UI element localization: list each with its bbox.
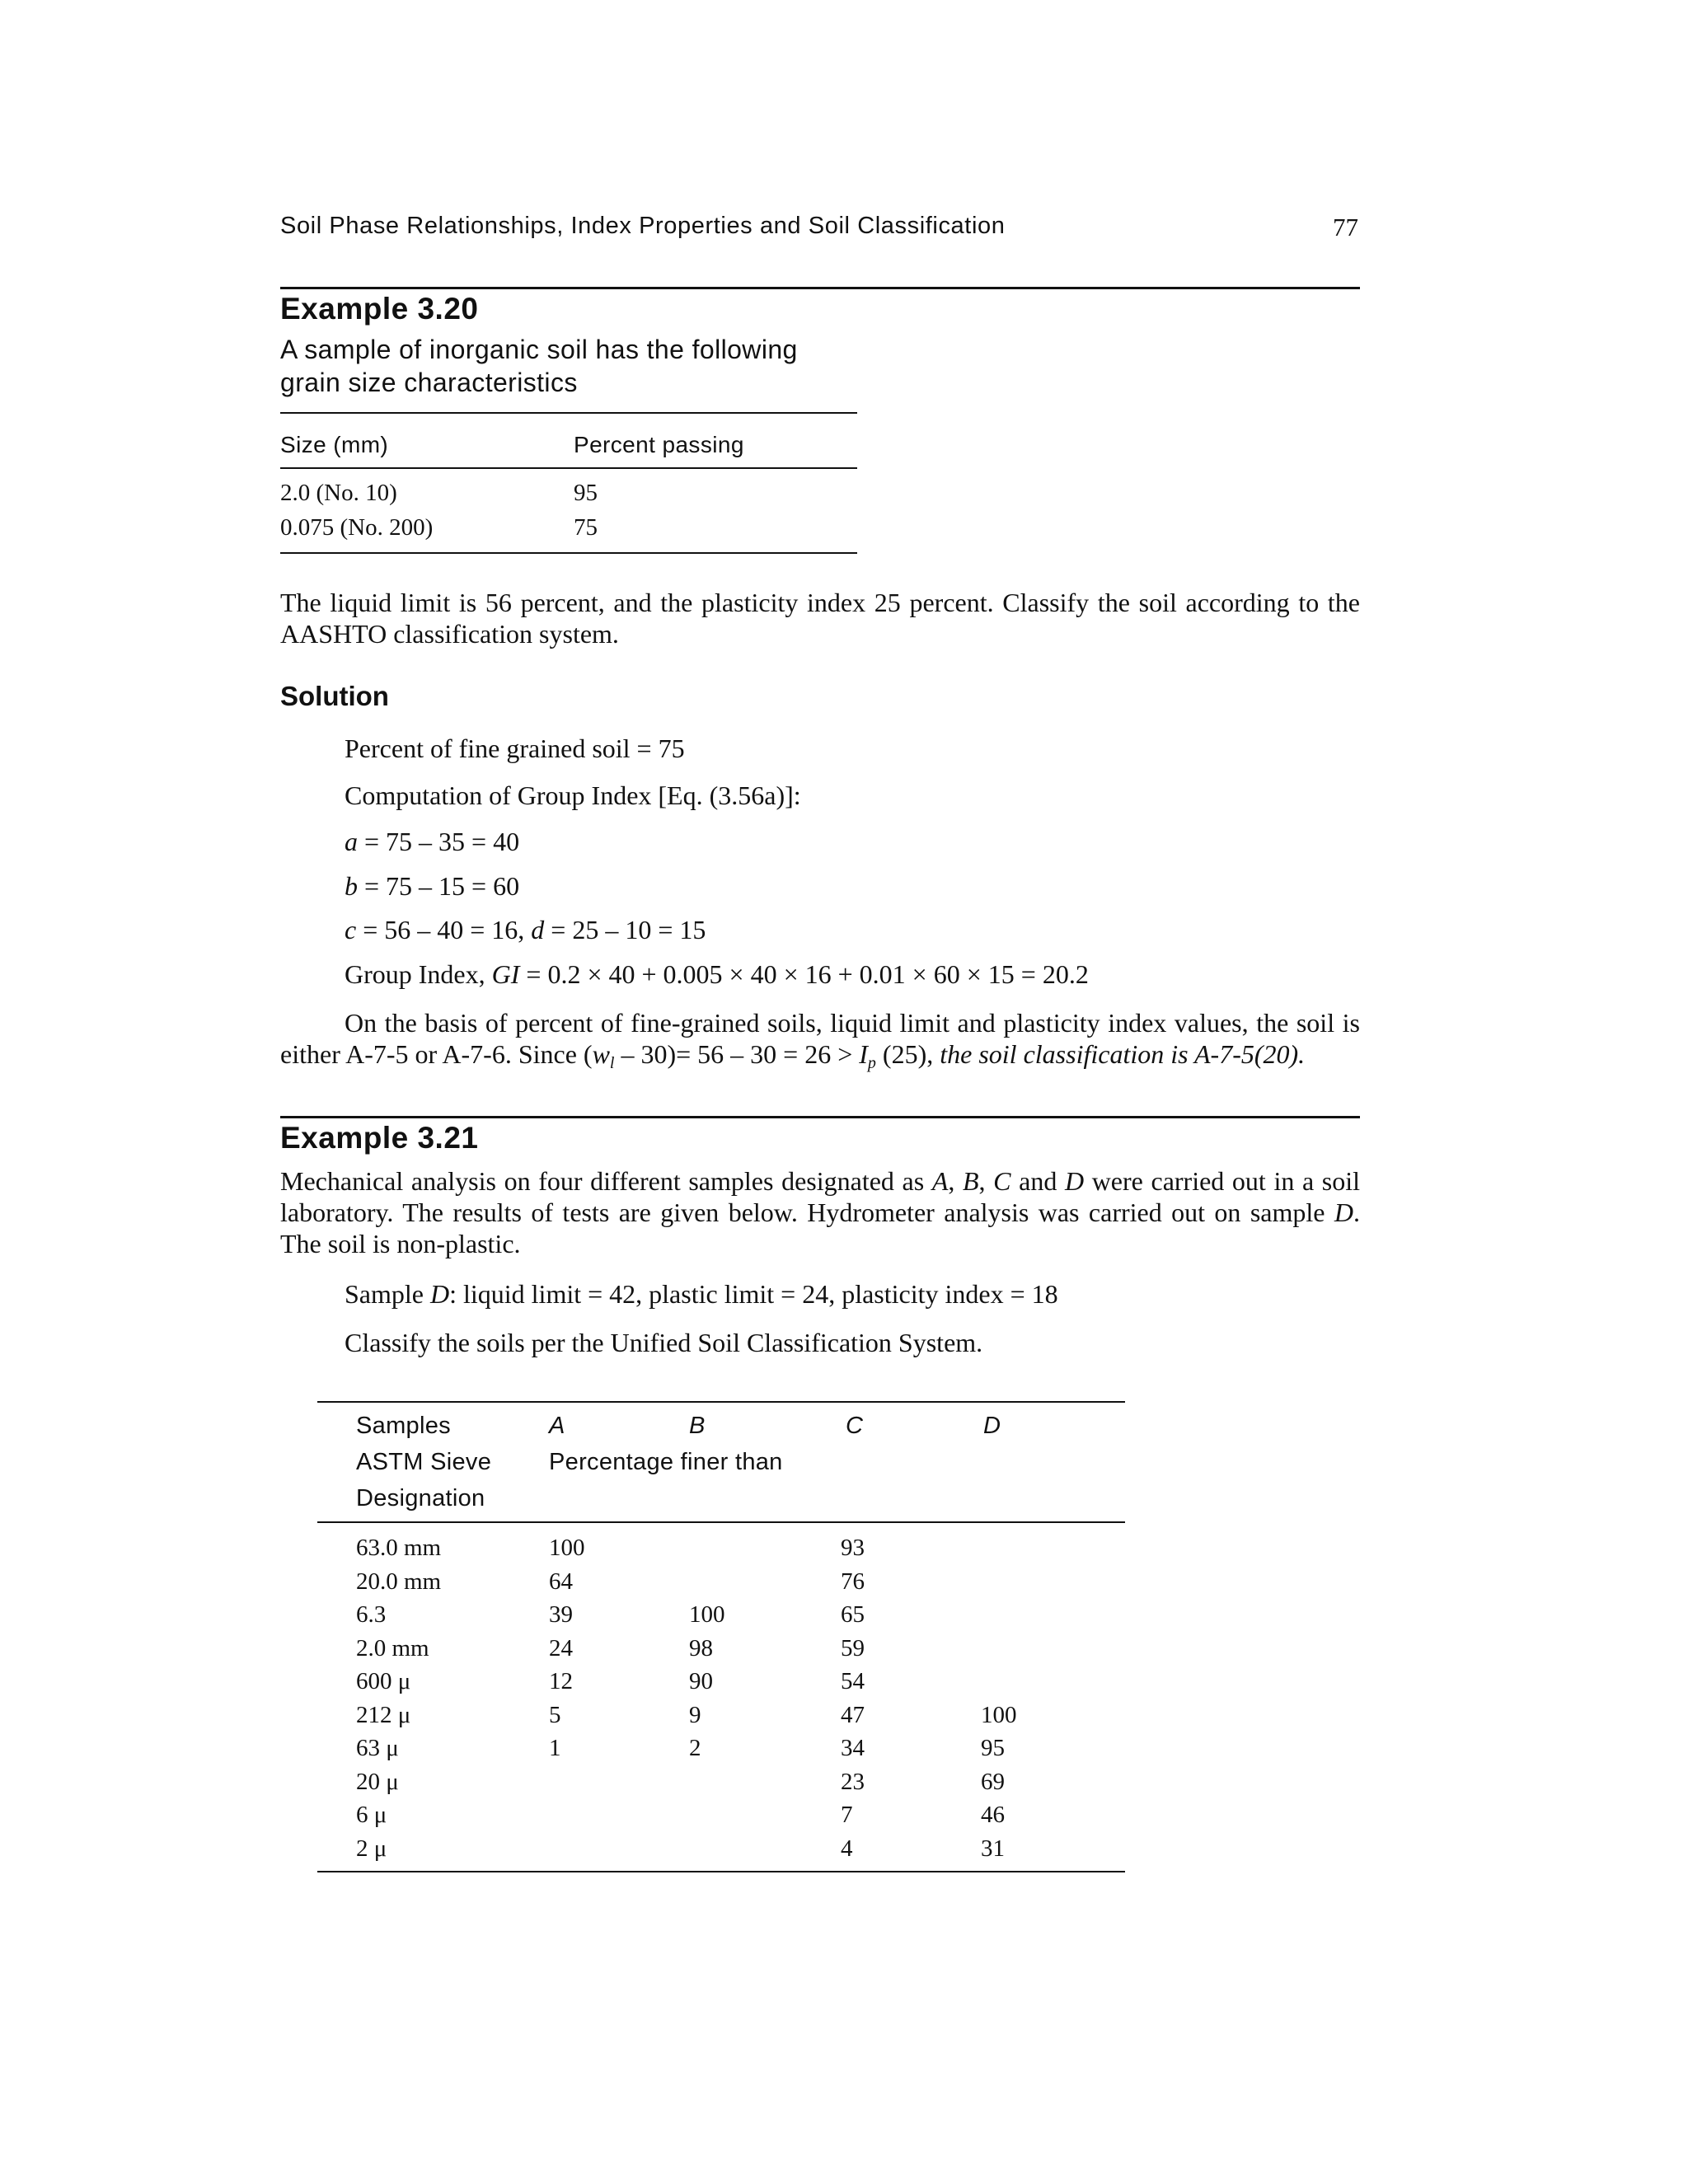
table-cell: 90 (689, 1668, 713, 1694)
table-cell: 6.3 (356, 1601, 387, 1628)
solution-conclusion: On the basis of percent of fine-grained soils, liquid limit and plasticity index values, the soil is either A-7-5 or A-7-6. Since $(w_l - 30)= 56 - 30 = 26 > I_p$ (25), the soil classification is A-7-5(20). (280, 1008, 1360, 1072)
table-cell: 64 (549, 1568, 573, 1595)
solution-equation-a: a = 75 – 35 = 40 (345, 827, 520, 856)
table-cell: 1 (549, 1735, 561, 1761)
table-cell: 39 (549, 1601, 573, 1628)
table-header: Size (mm) (280, 432, 389, 457)
table-cell: 100 (549, 1535, 585, 1561)
table-cell: 7 (841, 1802, 853, 1828)
table-cell: 63.0 mm (356, 1535, 442, 1561)
table-cell: 23 (841, 1769, 865, 1795)
solution-group-index: Group Index, GI = 0.2 × 40 + 0.005 × 40 × 16 + 0.01 × 60 × 15 = 20.2 (345, 959, 1089, 989)
example-320-top-rule (280, 287, 1360, 289)
table-cell: 100 (689, 1601, 725, 1628)
table-cell: 4 (841, 1835, 853, 1862)
table-cell: 47 (841, 1702, 865, 1728)
table-cell: 2 (689, 1735, 701, 1761)
table-cell: 95 (574, 480, 598, 506)
example-321-title: Example 3.21 (280, 1121, 479, 1155)
table-cell: 24 (549, 1635, 573, 1661)
table-cell: 31 (981, 1835, 1005, 1862)
table-cell: 75 (574, 514, 598, 541)
table-cell: 212 μ (356, 1702, 411, 1728)
table-cell: 2.0 (No. 10) (280, 480, 397, 506)
example-320-question: The liquid limit is 56 percent, and the plasticity index 25 percent. Classify the soil according to the AASHTO classification system. (280, 588, 1360, 649)
example-320-intro: A sample of inorganic soil has the following grain size characteristics (280, 335, 798, 397)
table-cell: 600 μ (356, 1668, 411, 1694)
page-number: 77 (1333, 213, 1358, 241)
table-cell: 20 μ (356, 1769, 399, 1795)
table-cell: 98 (689, 1635, 713, 1661)
sample-label-c: C (846, 1413, 864, 1439)
table-cell: 12 (549, 1668, 573, 1694)
solution-equation-b: b = 75 – 15 = 60 (345, 871, 520, 901)
table-cell: 20.0 mm (356, 1568, 442, 1595)
sample-label-b: B (689, 1413, 706, 1439)
table-cell: 46 (981, 1802, 1005, 1828)
solution-title: Solution (280, 681, 389, 711)
table-cell: 5 (549, 1702, 561, 1728)
table-cell: 65 (841, 1601, 865, 1628)
table-cell: 2 μ (356, 1835, 387, 1862)
solution-line: Percent of fine grained soil = 75 (345, 733, 685, 763)
table-cell: 6 μ (356, 1802, 387, 1828)
example-321-intro: Mechanical analysis on four different samples designated as A, B, C and D were carried out in a soil laboratory. The results of tests are given below. Hydrometer analysis was carried out on sample D. The soil is non-plastic. (280, 1166, 1361, 1258)
table-header: ASTM Sieve (356, 1449, 492, 1475)
sample-label-d: D (983, 1413, 1001, 1439)
example-321-top-rule (280, 1116, 1360, 1118)
table-cell: 59 (841, 1635, 865, 1661)
table-cell: 63 μ (356, 1735, 399, 1761)
solution-equation-cd: c = 56 – 40 = 16, d = 25 – 10 = 15 (345, 915, 706, 944)
table-cell: 0.075 (No. 200) (280, 514, 434, 541)
table-cell: 93 (841, 1535, 865, 1561)
table-cell: 95 (981, 1735, 1005, 1761)
table-header: Designation (356, 1485, 485, 1511)
table-cell: 69 (981, 1769, 1005, 1795)
table-cell: 76 (841, 1568, 865, 1595)
sample-d-properties: Sample D: liquid limit = 42, plastic limit = 24, plasticity index = 18 (345, 1279, 1058, 1309)
table-cell: 100 (981, 1702, 1017, 1728)
table-header: Percent passing (574, 432, 744, 457)
table-cell: 9 (689, 1702, 701, 1728)
running-header: Soil Phase Relationships, Index Properties and Soil Classification (280, 213, 1006, 239)
table-cell: 34 (841, 1735, 865, 1761)
table-header: Percentage finer than (549, 1449, 783, 1475)
table-cell: 54 (841, 1668, 865, 1694)
example-320-title: Example 3.20 (280, 292, 479, 326)
table-cell: 2.0 mm (356, 1635, 429, 1661)
table-header: Samples (356, 1413, 451, 1439)
classify-instruction: Classify the soils per the Unified Soil Classification System. (345, 1328, 983, 1357)
solution-line: Computation of Group Index [Eq. (3.56a)]: (345, 780, 801, 810)
sample-label-a: A (549, 1413, 565, 1439)
